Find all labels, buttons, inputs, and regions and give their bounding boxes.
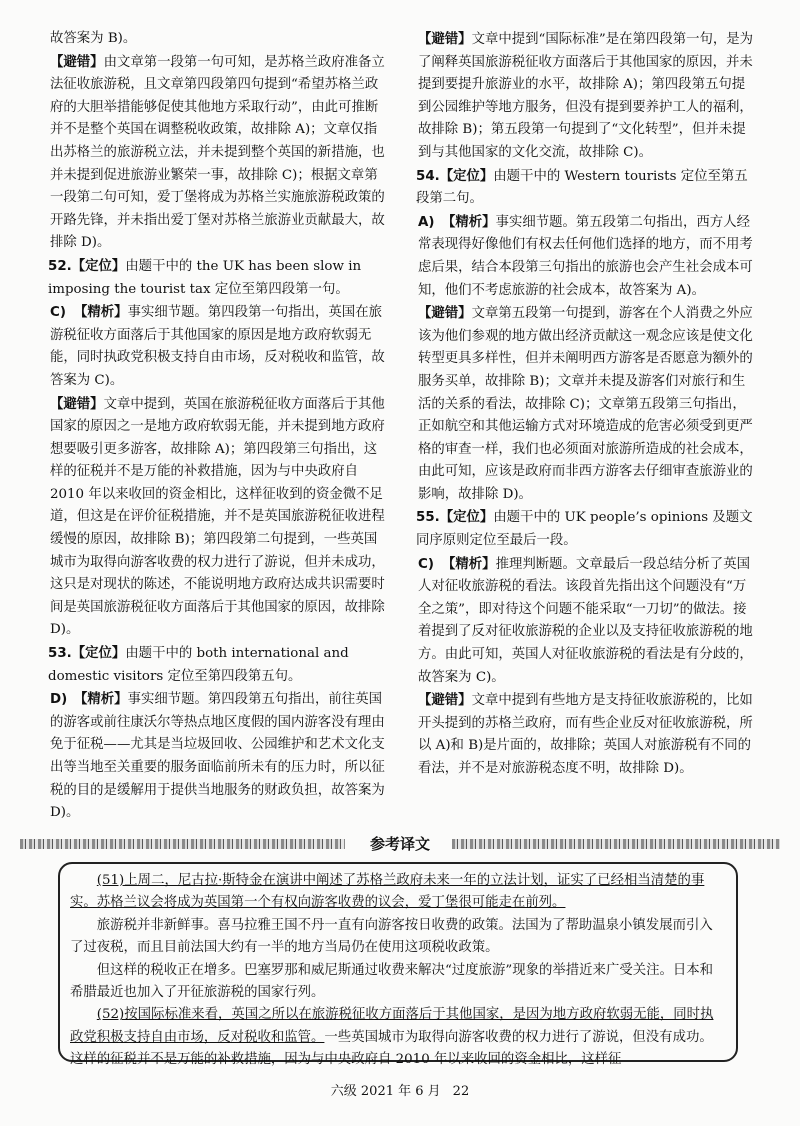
translation-paragraph-3: 但这样的税收正在增多。巴塞罗那和威尼斯通过收费来解决“过度旅游”现象的举措近来广受关注。日本和希腊最近也加入了开征旅游税的国家行列。 [70, 962, 714, 1001]
analysis-tag: 【精析】 [74, 691, 128, 708]
locate-tag: 【定位】 [71, 645, 126, 662]
avoid-text: 文章中提到，英国在旅游税征收方面落后于其他国家的原因之一是地方政府软弱无能，并未提到地方政府想要吸引更多游客，故排除 A)；第四段第三句指出，这样的征税并不是万能的补救措施，因为与中央政府自 2010 年以来收回的资金相比，这样征收到的资金微不足道，但这是在评价征税措施，并不是英国旅游税征收进程缓慢的原因，故排除 B)；第四段第二句提到，一些英国城市为取得向游客收费的权力进行了游说，但并未成功，这只是对现状的陈述，不能说明地方政府达成共识需要时间是英国旅游税征收方面落后于其他国家的原因，故排除 D)。 [50, 396, 385, 638]
analysis-text: 事实细节题。第四段第五句指出，前往英国的游客或前往康沃尔等热点地区度假的国内游客没有理由免于征税——尤其是当垃圾回收、公园维护和艺术文化支出等当地至关重要的服务面临前所未有的压力时，所以征税的目的是缓解用于提供当地服务的财政负担，故答案为 D)。 [50, 692, 385, 821]
locate-tag: 【定位】 [439, 509, 494, 526]
answer-letter: D) [50, 692, 68, 708]
q53-locate [48, 642, 385, 688]
left-column [50, 28, 385, 825]
analysis-tag: 【精析】 [442, 213, 496, 230]
avoid-text: 文章中提到有些地方是支持征收旅游税的，比如开头提到的苏格兰政府，而有些企业反对征收旅游税，所以 A)和 B)是片面的，故排除；英国人对旅游税有不同的看法，并不是对旅游税态度不明，故排除 D)。 [418, 693, 753, 776]
translation-paragraph-1 [70, 870, 726, 915]
locate-text: 由题干中的 Western tourists 定位至第五段第二句。 [416, 168, 748, 207]
q54-locate [416, 165, 758, 211]
section-divider [20, 834, 780, 854]
avoid-text: 文章中提到“国际标准”是在第四段第一句，是为了阐释英国旅游税征收方面落后于其他国家的原因，并未提到要提升旅游业的水平，故排除 A)；第四段第五句提到公园维护等地方服务，但没有提到要养护工人的福利，故排除 B)；第五段第一句提到了“文化转型”，但并未提到与其他国家的文化交流，故排除 C)。 [418, 32, 754, 160]
avoid-tag: 【避错】 [418, 305, 472, 322]
q54-avoid-error [418, 302, 758, 506]
answer-letter: C) [50, 305, 66, 321]
avoid-text: 由文章第一段第一句可知，是苏格兰政府准备立法征收旅游税，且文章第四段第四句提到“希望苏格兰政府的大胆举措能够促使其他地方采取行动”，由此可推断并不是整个英国在调整税收政策，故排除 A)；文章仅指出苏格兰的旅游税立法，并未提到整个英国的新措施，也并未提到促进旅游业繁荣一事，故排除 C)；根据文章第一段第二句可知，爱丁堡将成为苏格兰实施旅游税政策的开路先锋，并未指出爱丁堡对苏格兰旅游业贡献最大，故排除 D)。 [50, 54, 385, 251]
question-number: 52. [48, 258, 72, 274]
question-number: 54. [416, 168, 440, 184]
locate-text: 由题干中的 the UK has been slow in imposing the tourist tax 定位至第四段第一句。 [48, 258, 362, 297]
q52-avoid-error [50, 393, 385, 643]
avoid-tag: 【避错】 [50, 53, 104, 70]
avoid-text: 文章第五段第一句提到，游客在个人消费之外应该为他们参观的地方做出经济贡献这一观念应该是使文化转型更具多样性，但并未阐明西方游客是否愿意为额外的服务买单，故排除 B)；文章并未提及游客们对旅行和生活的关系的看法，故排除 C)；文章第五段第三句指出，正如航空和其他运输方式对环境造成的危害必须受到更严格的审查一样，我们也必须面对旅游所造成的社会成本，由此可知，应该是政府而非西方游客去仔细审查旅游业的影响，故排除 D)。 [418, 306, 753, 502]
analysis-tag: 【精析】 [442, 555, 496, 572]
q53-avoid-error [418, 28, 758, 165]
divider-bar-left [20, 839, 345, 849]
locate-text: 由题干中的 UK people’s opinions 及题文同序原则定位至最后一段。 [416, 510, 753, 549]
q52-locate [48, 255, 385, 301]
section-title: 参考译文 [369, 835, 430, 853]
analysis-tag: 【精析】 [74, 304, 128, 321]
locate-tag: 【定位】 [439, 167, 494, 184]
avoid-tag: 【避错】 [418, 692, 472, 709]
q55-avoid-error [418, 689, 758, 780]
q52-analysis [50, 301, 385, 392]
page-footer [0, 1080, 800, 1099]
page-number: 22 [452, 1084, 470, 1099]
avoid-tag: 【避错】 [50, 395, 104, 412]
underlined-sentence: (52)按国际标准来看，英国之所以在旅游税征收方面落后于其他国家，是因为地方政府软弱无能，同时执政党积极支持自由市场，反对税收和监管。 [70, 1007, 714, 1045]
q51-avoid-error [50, 51, 385, 255]
answer-continuation: 故答案为 B)。 [50, 31, 137, 46]
answer-letter: C) [418, 556, 434, 572]
underlined-sentence: (51)上周二，尼古拉·斯特金在演讲中阐述了苏格兰政府未来一年的立法计划，证实了已经相当清楚的事实。苏格兰议会将成为英国第一个有权向游客收费的议会，爱丁堡很可能走在前列。 [70, 873, 705, 911]
q54-analysis [418, 211, 758, 302]
answer-letter: A) [418, 214, 435, 230]
exam-label: 六级 2021 年 6 月 [330, 1084, 441, 1099]
question-number: 53. [48, 646, 72, 662]
analysis-text: 事实细节题。第五段第二句指出，西方人经常表现得好像他们有权去任何他们选择的地方，而不用考虑后果，结合本段第三句指出的旅游也会产生社会成本可知，他们不考虑旅游的社会成本，故答案为 A)。 [418, 214, 753, 298]
divider-bar-right [452, 839, 780, 849]
translation-paragraph-2: 旅游税并非新鲜事。喜马拉雅王国不丹一直有向游客按日收费的政策。法国为了帮助温泉小镇发展而引入了过夜税，而且目前法国大约有一半的地方当局仍在使用这项税收政策。 [70, 917, 713, 956]
locate-tag: 【定位】 [71, 257, 126, 274]
q55-analysis [418, 553, 758, 690]
locate-text: 由题干中的 both international and domestic visitors 定位至第四段第五句。 [48, 646, 349, 684]
analysis-text: 推理判断题。文章最后一段总结分析了英国人对征收旅游税的看法。该段首先指出这个问题没有“万全之策”，即对待这个问题不能采取“一刀切”的做法。接着提到了反对征收旅游税的企业以及支持征收旅游税的地方。由此可知，英国人对征收旅游税的看法是有分歧的，故答案为 C)。 [418, 556, 753, 685]
right-column [418, 28, 758, 781]
translation-text: 一些英国城市为取得向游客收费的权力进行了游说，但没有成功。这样的征税并不是万能的补救措施，因为与中央政府自 2010 年以来收回的资金相比，这样征 [70, 1029, 713, 1068]
q53-analysis [50, 688, 385, 825]
question-number: 55. [416, 510, 440, 526]
q55-locate [416, 506, 758, 552]
avoid-tag: 【避错】 [418, 31, 472, 47]
translation-paragraph-4 [70, 1004, 726, 1071]
analysis-text: 事实细节题。第四段第一句指出，英国在旅游税征收方面落后于其他国家的原因是地方政府软弱无能，同时执政党积极支持自由市场，反对税收和监管，故答案为 C)。 [50, 305, 385, 388]
translation-box [58, 862, 738, 1068]
